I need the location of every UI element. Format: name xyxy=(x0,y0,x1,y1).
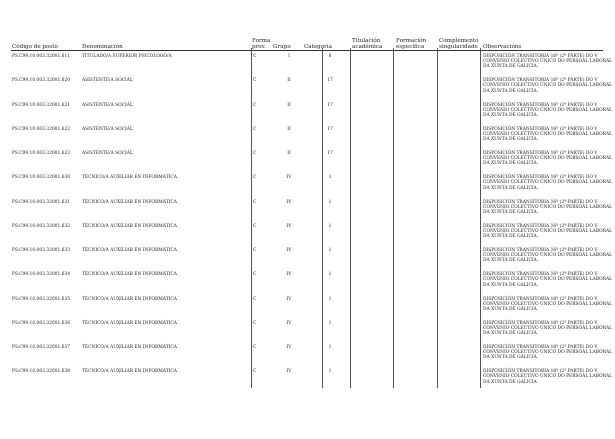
table-row xyxy=(0,270,615,294)
cell-observacions: DISPOSICIÓN TRANSITORIA 16ª (2ª PARTE) DO V CONVENIO COLECTIVO ÚNICO DO PERSOAL LABORAL DA XUNTA DE GALICIA. xyxy=(483,248,613,264)
cell-forma: C xyxy=(253,78,257,84)
table-row xyxy=(0,295,615,319)
table-row xyxy=(0,246,615,270)
cell-categoria: 1 xyxy=(328,248,332,253)
cell-grupo: IV xyxy=(286,248,292,253)
cell-forma: C xyxy=(253,126,257,132)
cell-observacions: DISPOSICIÓN TRANSITORIA 16ª (2ª PARTE) DO V CONVENIO COLECTIVO ÚNICO DO PERSOAL LABORAL DA XUNTA DE GALICIA. xyxy=(483,175,613,191)
cell-observacions: DISPOSICIÓN TRANSITORIA 16ª (2ª PARTE) DO V CONVENIO COLECTIVO ÚNICO DO PERSOAL LABORAL DA XUNTA DE GALICIA. xyxy=(483,369,613,385)
cell-denominacion: TÉCNICO/A AUXILIAR EN INFORMÁTICA xyxy=(82,320,177,326)
cell-codigo: PS.C99.10.003.32001.631 xyxy=(12,199,71,205)
cell-forma: C xyxy=(253,102,257,108)
cell-forma: C xyxy=(253,223,257,229)
cell-observacions: DISPOSICIÓN TRANSITORIA 16ª (2ª PARTE) DO V CONVENIO COLECTIVO ÚNICO DO PERSOAL LABORAL DA XUNTA DE GALICIA. xyxy=(483,199,613,215)
cell-forma: C xyxy=(253,320,257,326)
header-titulacion-line2: académica xyxy=(352,43,383,50)
cell-denominacion: TÉCNICO/A AUXILIAR EN INFORMÁTICA xyxy=(82,223,177,229)
cell-grupo: I xyxy=(288,54,290,59)
cell-categoria: 1 xyxy=(328,272,332,278)
table-row xyxy=(0,52,615,76)
cell-codigo: PS.C99.10.003.32001.622 xyxy=(12,126,71,132)
cell-categoria: 17 xyxy=(327,151,333,156)
cell-observacions: DISPOSICIÓN TRANSITORIA 16ª (2ª PARTE) DO V CONVENIO COLECTIVO ÚNICO DO PERSOAL LABORAL DA XUNTA DE GALICIA. xyxy=(483,126,613,143)
header-categoria: Categoría xyxy=(304,43,332,50)
cell-denominacion: ASISTENTE/A SOCIAL xyxy=(82,126,133,132)
cell-categoria: 8 xyxy=(328,54,332,59)
header-forma xyxy=(252,38,270,50)
cell-denominacion: TÉCNICO/A AUXILIAR EN INFORMÁTICA xyxy=(82,199,177,205)
cell-categoria: 17 xyxy=(327,78,333,84)
cell-grupo: IV xyxy=(286,199,292,205)
header-formacion xyxy=(396,38,426,50)
header-formacion-line2: específica xyxy=(396,43,425,50)
cell-codigo: PS.C99.10.003.32001.632 xyxy=(12,223,71,229)
cell-categoria: 17 xyxy=(327,102,333,108)
cell-grupo: II xyxy=(287,126,291,132)
table-row xyxy=(0,343,615,367)
header-codigo: Código de posto xyxy=(12,43,58,50)
cell-grupo: II xyxy=(287,78,291,84)
cell-denominacion: TÉCNICO/A AUXILIAR EN INFORMÁTICA xyxy=(82,248,177,253)
cell-forma: C xyxy=(253,54,257,59)
cell-grupo: IV xyxy=(286,296,292,302)
cell-denominacion: ASISTENTE/A SOCIAL xyxy=(82,78,133,84)
cell-observacions: DISPOSICIÓN TRANSITORIA 16ª (2ª PARTE) DO V CONVENIO COLECTIVO ÚNICO DO PERSOAL LABORAL DA XUNTA DE GALICIA. xyxy=(483,296,613,312)
cell-observacions: DISPOSICIÓN TRANSITORIA 16ª (2ª PARTE) DO V CONVENIO COLECTIVO ÚNICO DO PERSOAL LABORAL DA XUNTA DE GALICIA. xyxy=(483,272,613,288)
cell-denominacion: TÉCNICO/A AUXILIAR EN INFORMÁTICA xyxy=(82,369,177,375)
table-row xyxy=(0,367,615,391)
cell-codigo: PS.C99.10.003.32001.634 xyxy=(12,272,71,278)
cell-denominacion: TITULADO/A SUPERIOR PSICOLOGO/A xyxy=(82,54,172,59)
cell-forma: C xyxy=(253,369,257,375)
cell-observacions: DISPOSICIÓN TRANSITORIA 16ª (2ª PARTE) DO V CONVENIO COLECTIVO ÚNICO DO PERSOAL LABORAL DA XUNTA DE GALICIA. xyxy=(483,151,613,167)
header-grupo: Grupo xyxy=(273,43,291,50)
header-complemento-line1: Complemento xyxy=(439,37,479,44)
header-denominacion: Denominación xyxy=(82,43,123,50)
header-complemento xyxy=(439,38,478,50)
cell-codigo: PS.C99.10.003.32001.635 xyxy=(12,296,71,302)
table-row xyxy=(0,76,615,100)
cell-grupo: IV xyxy=(286,175,292,181)
cell-grupo: IV xyxy=(286,369,292,375)
cell-forma: C xyxy=(253,345,257,350)
table-header xyxy=(0,34,615,50)
cell-codigo: PS.C99.10.003.32001.638 xyxy=(12,369,71,375)
table-row xyxy=(0,319,615,343)
cell-categoria: 1 xyxy=(328,320,332,326)
cell-denominacion: TÉCNICO/A AUXILIAR EN INFORMÁTICA xyxy=(82,175,177,181)
cell-denominacion: ASISTENTE/A SOCIAL xyxy=(82,102,133,108)
cell-categoria: 1 xyxy=(328,296,332,302)
cell-categoria: 17 xyxy=(327,126,333,132)
cell-grupo: IV xyxy=(286,345,292,350)
cell-categoria: 1 xyxy=(328,199,332,205)
header-titulacion xyxy=(352,38,382,50)
cell-codigo: PS.C99.10.003.32001.611 xyxy=(12,54,71,59)
cell-categoria: 1 xyxy=(328,345,332,350)
header-forma-line2: prov. xyxy=(252,43,266,50)
table-row xyxy=(0,125,615,149)
cell-codigo: PS.C99.10.003.32001.636 xyxy=(12,320,71,326)
cell-denominacion: TÉCNICO/A AUXILIAR EN INFORMÁTICA xyxy=(82,345,177,350)
header-forma-line1: Forma xyxy=(252,37,271,44)
header-divider xyxy=(11,50,603,51)
cell-categoria: 1 xyxy=(328,175,332,181)
cell-observacions: DISPOSICIÓN TRANSITORIA 16ª (2ª PARTE) DO V CONVENIO COLECTIVO ÚNICO DO PERSOAL LABORAL DA XUNTA DE GALICIA. xyxy=(483,345,613,361)
header-complemento-line2: singularidade xyxy=(439,43,478,50)
cell-denominacion: ASISTENTE/A SOCIAL xyxy=(82,151,133,156)
header-titulacion-line1: Titulación xyxy=(352,37,381,44)
cell-grupo: IV xyxy=(286,272,292,278)
cell-codigo: PS.C99.10.003.32001.620 xyxy=(12,78,71,84)
table-row xyxy=(0,101,615,125)
cell-observacions: DISPOSICIÓN TRANSITORIA 16ª (2ª PARTE) DO V CONVENIO COLECTIVO ÚNICO DO PERSOAL LABORAL DA XUNTA DE GALICIA. xyxy=(483,78,613,94)
cell-observacions: DISPOSICIÓN TRANSITORIA 16ª (2ª PARTE) DO V CONVENIO COLECTIVO ÚNICO DO PERSOAL LABORAL DA XUNTA DE GALICIA. xyxy=(483,223,613,240)
cell-forma: C xyxy=(253,175,257,181)
cell-codigo: PS.C99.10.003.32001.630 xyxy=(12,175,71,181)
table-row xyxy=(0,198,615,222)
cell-forma: C xyxy=(253,151,257,156)
cell-codigo: PS.C99.10.003.32001.633 xyxy=(12,248,71,253)
table-row xyxy=(0,149,615,173)
cell-codigo: PS.C99.10.003.32001.623 xyxy=(12,151,71,156)
cell-grupo: IV xyxy=(286,223,292,229)
cell-codigo: PS.C99.10.003.32001.637 xyxy=(12,345,71,350)
cell-categoria: 1 xyxy=(328,369,332,375)
cell-forma: C xyxy=(253,248,257,253)
cell-codigo: PS.C99.10.003.32001.621 xyxy=(12,102,71,108)
cell-denominacion: TÉCNICO/A AUXILIAR EN INFORMÁTICA xyxy=(82,296,177,302)
cell-observacions: DISPOSICIÓN TRANSITORIA 16ª (2ª PARTE) DO V CONVENIO COLECTIVO ÚNICO DO PERSOAL LABORAL DA XUNTA DE GALICIA. xyxy=(483,102,613,118)
cell-observacions: DISPOSICIÓN TRANSITORIA 16ª (2ª PARTE) DO V CONVENIO COLECTIVO ÚNICO DO PERSOAL LABORAL DA XUNTA DE GALICIA. xyxy=(483,320,613,337)
table-body xyxy=(0,52,615,392)
cell-forma: C xyxy=(253,199,257,205)
cell-grupo: II xyxy=(287,151,291,156)
table-row xyxy=(0,222,615,246)
cell-observacions: DISPOSICIÓN TRANSITORIA 16ª (2ª PARTE) DO V CONVENIO COLECTIVO ÚNICO DO PERSOAL LABORAL DA XUNTA DE GALICIA. xyxy=(483,54,613,70)
cell-grupo: IV xyxy=(286,320,292,326)
header-observacions: Observacións xyxy=(483,43,522,50)
table-row xyxy=(0,173,615,197)
cell-forma: C xyxy=(253,272,257,278)
cell-forma: C xyxy=(253,296,257,302)
header-formacion-line1: Formación xyxy=(396,37,427,44)
cell-denominacion: TÉCNICO/A AUXILIAR EN INFORMÁTICA xyxy=(82,272,177,278)
cell-grupo: II xyxy=(287,102,291,108)
cell-categoria: 1 xyxy=(328,223,332,229)
